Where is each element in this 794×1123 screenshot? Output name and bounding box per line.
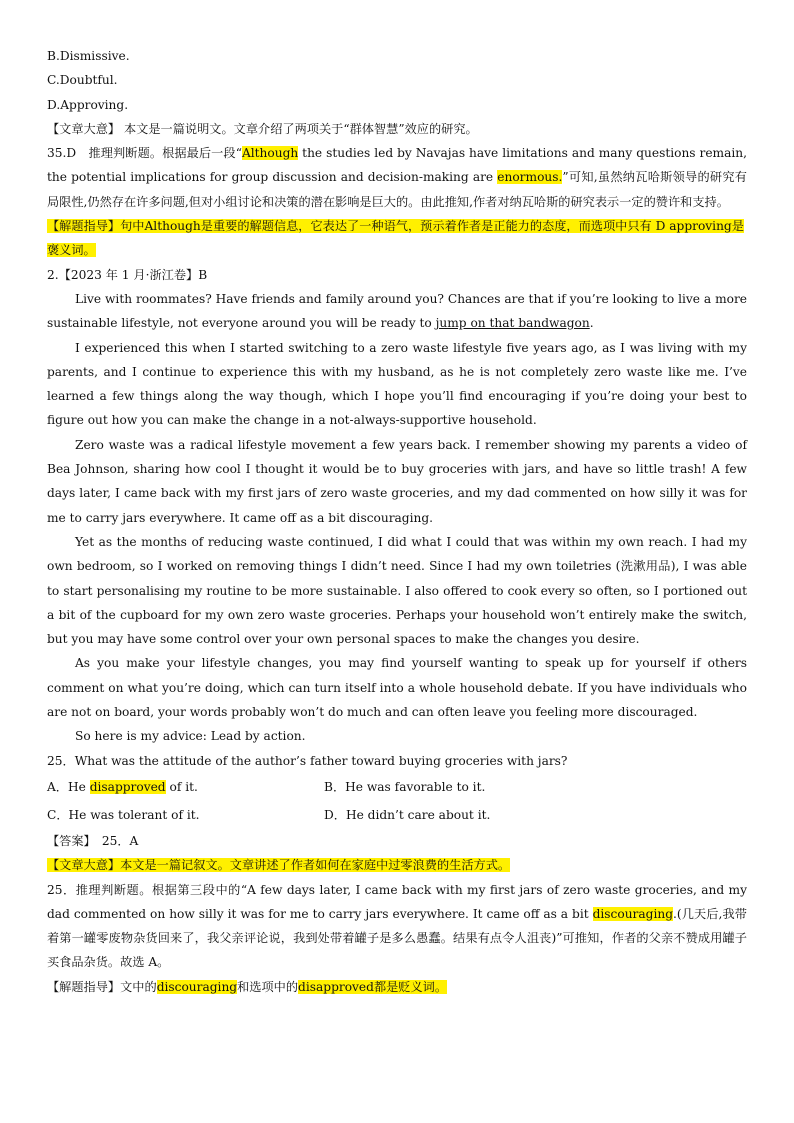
answer-line — [47, 829, 747, 853]
q25-summary — [47, 853, 747, 877]
option-d-25: D．He didn’t care about it. — [324, 807, 491, 822]
q35-summary — [47, 117, 747, 141]
q25-guide-c: 都是贬义词。 — [373, 979, 448, 994]
q25-summary-highlight — [47, 858, 510, 872]
passage-paragraph-6: So here is my advice: Lead by action. — [75, 729, 306, 744]
q35-analysis — [47, 141, 747, 214]
answer-value: 25．A — [89, 833, 139, 848]
q25-guide-label: 【解题指导】 — [47, 979, 121, 994]
passage-heading: 2.【2023 年 1 月·浙江卷】B — [47, 267, 208, 282]
q35-analysis-quote: the studies led by Navajas have limitations and many questions remain, the potential implications for group discussion and decision-making are — [47, 146, 747, 185]
passage-paragraph-1 — [47, 287, 747, 336]
q35-guide-approving: approving — [669, 219, 732, 234]
passage-p1-end: . — [589, 316, 594, 331]
option-c-25: C．He was tolerant of it. — [47, 807, 200, 822]
q25-highlight-discouraging: discouraging — [592, 906, 674, 921]
q25-summary-label: 【文章大意】 — [47, 858, 121, 873]
option-c: C.Doubtful. — [47, 73, 118, 88]
q25-analysis-quote: 25．推理判断题。根据第三段中的“A few days later, I came back with my first jars of zero waste groceries, and my dad commented on how silly it was for me to carry jars everywhere. It came off as a bit — [47, 882, 747, 921]
q35-guide-a: 句中 — [120, 219, 145, 234]
q25-guide-discouraging: discouraging — [156, 979, 238, 994]
passage-paragraph-4: Yet as the months of reducing waste continued, I did what I could that was within my own reach. I had my own bedroom, so I worked on removing things I didn’t need. Since I had my own toiletries (洗漱用品), I was able to start personalising my routine to be more sustainable. I also offered to cook every so often, so I portioned out a bit of the cupboard for my own zero waste groceries. Perhaps your household won’t entirely make the switch, but you may have some control over your own personal spaces to make the changes you desire. — [47, 534, 747, 647]
q25-guide-a: 文中的 — [120, 979, 157, 994]
document-page — [47, 44, 747, 999]
q35-highlight-enormous: enormous. — [497, 170, 563, 185]
passage-paragraph-2: I experienced this when I started switching to a zero waste lifestyle five years ago, as I was living with my parents, and I continue to experience this with my husband, as he is not completely zero waste like me. I’ve learned a few things along the way though, which I hope you’ll find encouraging if you’re doing your best to figure out how you can make the change in a not-always-supportive household. — [47, 340, 747, 428]
options-row-2 — [47, 801, 747, 829]
passage-paragraph-3: Zero waste was a radical lifestyle movement a few years back. I remember showing my parents a video of Bea Johnson, sharing how cool I thought it would be to buy groceries with jars, and have so little trash! A few days later, I came back with my first jars of zero waste groceries, and my dad commented on how silly it was for me to carry jars everywhere. It came off as a bit discouraging. — [47, 437, 747, 525]
option-b: B.Dismissive. — [47, 49, 130, 63]
passage-p1-text: Live with roommates? Have friends and family around you? Chances are that if you’re looking to live a more sustainable lifestyle, not everyone around you will be ready to — [47, 291, 747, 331]
option-b-25: B．He was favorable to it. — [324, 779, 486, 794]
q35-guide-although: Although — [144, 219, 201, 234]
q25-guide-disapproved: disapproved — [298, 979, 374, 994]
passage-p1-underline: jump on that bandwagon — [435, 316, 590, 331]
q35-guide — [47, 219, 744, 257]
q35-guide-b: 是重要的解题信息，它表达了一种语气，预示着作者是正能力的态度，而选项中只有 D — [200, 219, 670, 234]
q25-analysis-rest: .(几天后,我带着第一罐零废物杂货回来了，我父亲评论说，我到处带着罐子是多么愚蠢。结果有点令人沮丧)”可推知，作者的父亲不赞成用罐子买食品杂货。故选 A。 — [47, 906, 747, 970]
option-a-highlight: disapproved — [89, 779, 166, 794]
q35-summary-label: 【文章大意】 — [47, 121, 121, 136]
q35-analysis-rest: ”可知,虽然纳瓦哈斯领导的研究有局限性,仍然存在许多问题,但对小组讨论和决策的潜在影响是巨大的。由此推知,作者对纳瓦哈斯的研究表示一定的赞许和支持。 — [47, 170, 747, 209]
option-a-suffix: of it. — [165, 779, 198, 794]
option-d: D.Approving. — [47, 97, 129, 112]
q25-summary-text: 本文是一篇记叙文。文章讲述了作者如何在家庭中过零浪费的生活方式。 — [120, 858, 511, 873]
answer-label: 【答案】 — [47, 833, 90, 848]
question-25-stem: 25．What was the attitude of the author’s father toward buying groceries with jars? — [47, 753, 568, 768]
q35-guide-label: 【解题指导】 — [47, 219, 121, 234]
option-a — [47, 773, 324, 801]
q25-guide-b: 和选项中的 — [237, 979, 299, 994]
options-row-1 — [47, 773, 747, 801]
q25-guide — [47, 975, 747, 999]
q35-highlight-although: Although — [241, 146, 299, 161]
passage-paragraph-5: As you make your lifestyle changes, you may find yourself wanting to speak up for yourself if others comment on what you’re doing, which can turn itself into a whole household debate. If you have individuals who are not on board, your words probably won’t do much and can often leave you feeling more discouraged. — [47, 656, 747, 720]
q35-summary-text: 本文是一篇说明文。文章介绍了两项关于“群体智慧”效应的研究。 — [120, 121, 478, 136]
q35-guide-c: 是褒义词。 — [47, 219, 744, 258]
option-a-prefix: A．He — [47, 779, 90, 794]
q35-analysis-lead: 35.D 推理判断题。根据最后一段“ — [47, 146, 242, 161]
q25-analysis — [47, 878, 747, 975]
